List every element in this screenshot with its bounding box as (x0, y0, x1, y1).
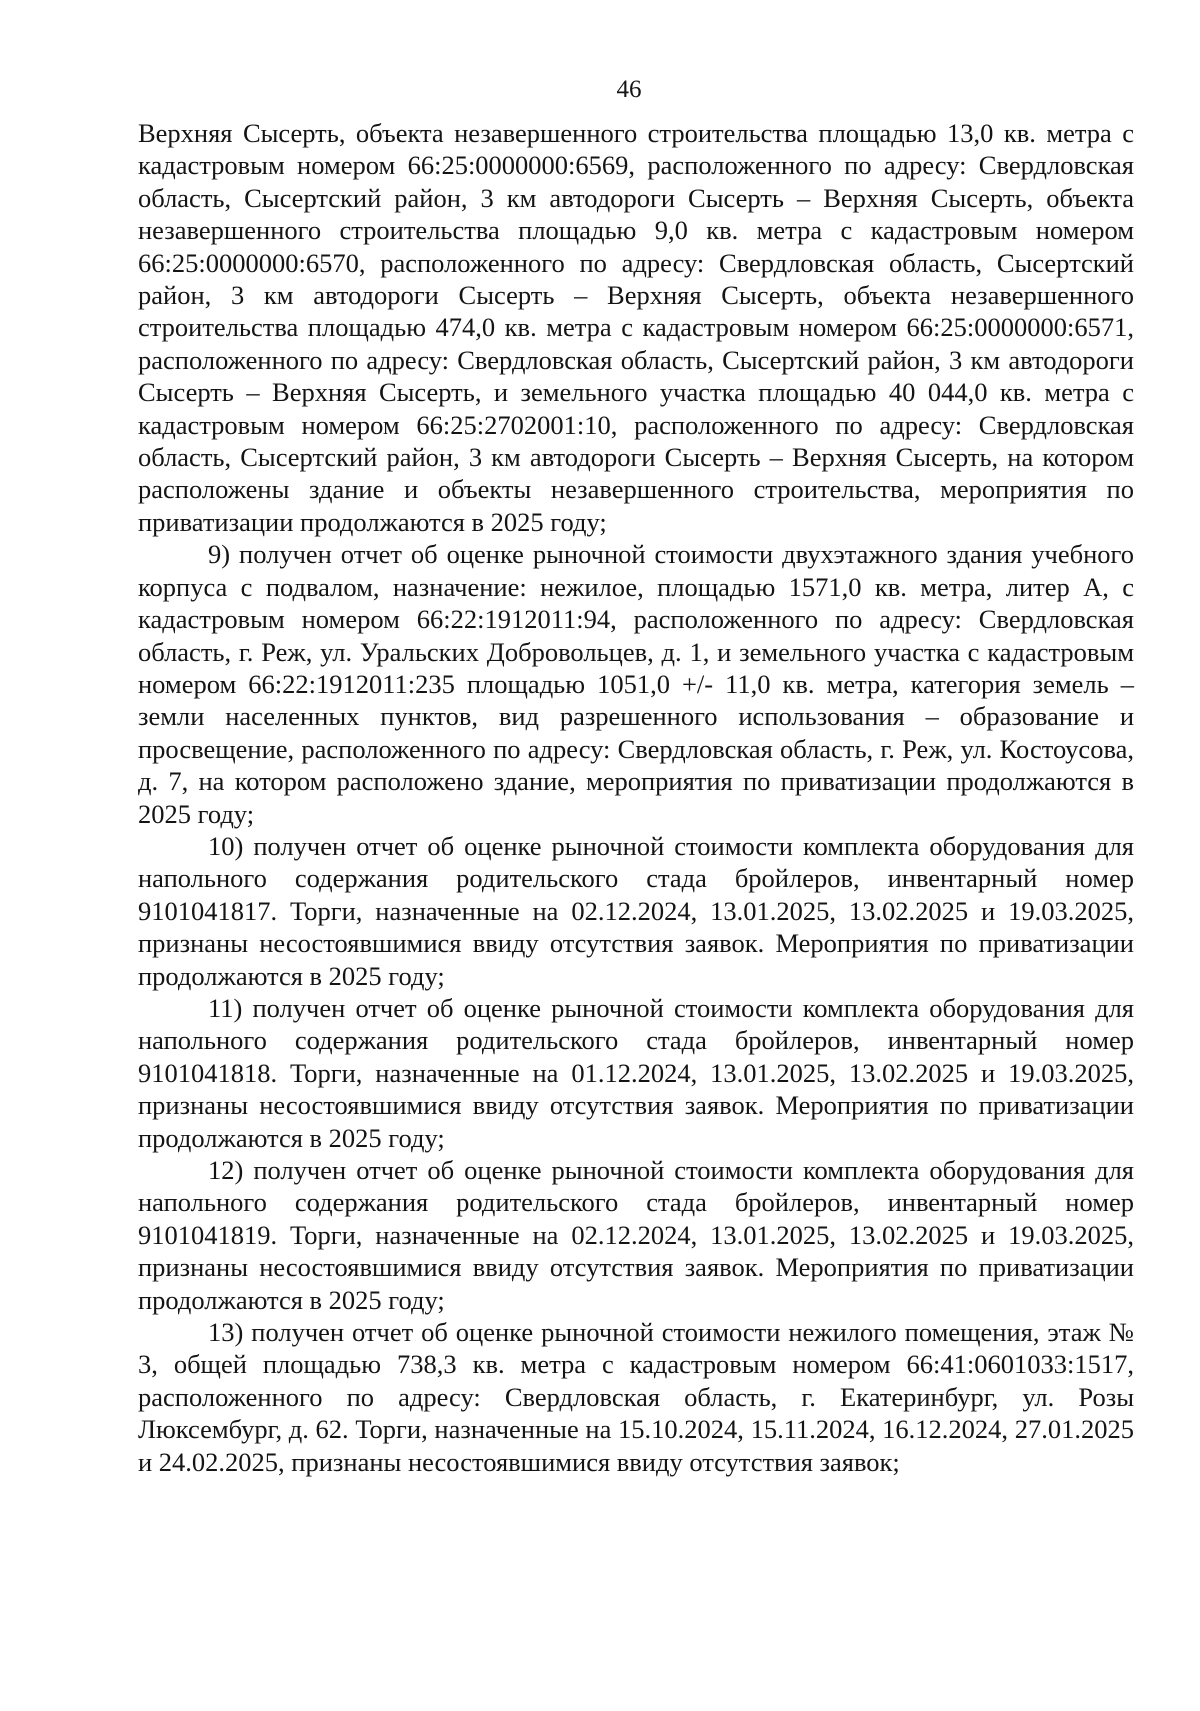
paragraph-item-13: 13) получен отчет об оценке рыночной стоимости нежилого помещения, этаж № 3, общей площадью 738,3 кв. метра с кадастровым номером 66:41:0601033:1517, расположенного по адресу: Свердловская область, г. Екатеринбург, ул. Розы Люксембург, д. 62. Торги, назначенные на 15.10.2024, 15.11.2024, 16.12.2024, 27.01.2025 и 24.02.2025, признаны несостоявшимися ввиду отсутствия заявок; (138, 1317, 1134, 1477)
document-body (138, 117, 1134, 1478)
paragraph-continuation: Верхняя Сысерть, объекта незавершенного строительства площадью 13,0 кв. метра с кадастровым номером 66:25:0000000:6569, расположенного по адресу: Свердловская область, Сысертский район, 3 км автодороги Сысерть – Верхняя Сысерть, объекта незавершенного строительства площадью 9,0 кв. метра с кадастровым номером 66:25:0000000:6570, расположенного по адресу: Свердловская область, Сысертский район, 3 км автодороги Сысерть – Верхняя Сысерть, объекта незавершенного строительства площадью 474,0 кв. метра с кадастровым номером 66:25:0000000:6571, расположенного по адресу: Свердловская область, Сысертский район, 3 км автодороги Сысерть – Верхняя Сысерть, и земельного участка площадью 40 044,0 кв. метра с кадастровым номером 66:25:2702001:10, расположенного по адресу: Свердловская область, Сысертский район, 3 км автодороги Сысерть – Верхняя Сысерть, на котором расположены здание и объекты незавершенного строительства, мероприятия по приватизации продолжаются в 2025 году; (138, 118, 1134, 537)
paragraph-item-9: 9) получен отчет об оценке рыночной стоимости двухэтажного здания учебного корпуса с подвалом, назначение: нежилое, площадью 1571,0 кв. метра, литер А, с кадастровым номером 66:22:1912011:94, расположенного по адресу: Свердловская область, г. Реж, ул. Уральских Добровольцев, д. 1, и земельного участка с кадастровым номером 66:22:1912011:235 площадью 1051,0 +/- 11,0 кв. метра, категория земель – земли населенных пунктов, вид разрешенного использования – образование и просвещение, расположенного по адресу: Свердловская область, г. Реж, ул. Костоусова, д. 7, на котором расположено здание, мероприятия по приватизации продолжаются в 2025 году; (138, 539, 1134, 829)
page-number: 46 (616, 76, 642, 103)
paragraph-item-11: 11) получен отчет об оценке рыночной стоимости комплекта оборудования для напольного содержания родительского стада бройлеров, инвентарный номер 9101041818. Торги, назначенные на 01.12.2024, 13.01.2025, 13.02.2025 и 19.03.2025, признаны несостоявшимися ввиду отсутствия заявок. Мероприятия по приватизации продолжаются в 2025 году; (138, 992, 1134, 1153)
paragraph-item-12: 12) получен отчет об оценке рыночной стоимости комплекта оборудования для напольного содержания родительского стада бройлеров, инвентарный номер 9101041819. Торги, назначенные на 02.12.2024, 13.01.2025, 13.02.2025 и 19.03.2025, признаны несостоявшимися ввиду отсутствия заявок. Мероприятия по приватизации продолжаются в 2025 году; (138, 1155, 1134, 1315)
paragraph-item-10: 10) получен отчет об оценке рыночной стоимости комплекта оборудования для напольного содержания родительского стада бройлеров, инвентарный номер 9101041817. Торги, назначенные на 02.12.2024, 13.01.2025, 13.02.2025 и 19.03.2025, признаны несостоявшимися ввиду отсутствия заявок. Мероприятия по приватизации продолжаются в 2025 году; (138, 830, 1134, 991)
